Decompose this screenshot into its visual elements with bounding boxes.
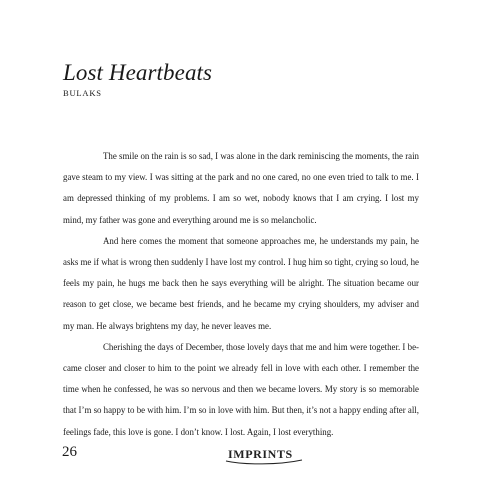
- author-name: BULAKS: [63, 88, 102, 98]
- paragraph: The smile on the rain is so sad, I was alone in the dark reminiscing the moments, the rain gave steam to my view. I was sitting at the park and no one cared, no one even tried to talk to me. I am depressed thinking of my problems. I am so wet, nobody knows that I am crying. I lost my mind, my father was gone and everything around me is so melancholic.: [63, 151, 419, 225]
- logo-swash-icon: [224, 459, 304, 465]
- page-number: 26: [62, 444, 77, 460]
- story-title: Lost Heartbeats: [63, 60, 213, 85]
- paragraph: Cherishing the days of December, those lovely days that me and him were together. I became closer and closer to him to the point we already fell in love with each other. I remember the time when he confessed, he was so nervous and then we became lovers. My story is so memorable that I’m so happy to be with him. I’m so in love with him. But then, it’s not a happy ending after all, feelings fade, this love is gone. I don’t know. I lost. Again, I lost everything.: [63, 341, 419, 437]
- story-body: [63, 146, 419, 443]
- logo-text: IMPRINTS: [228, 447, 293, 461]
- paragraph: And here comes the moment that someone approaches me, he understands my pain, he asks me if what is wrong then suddenly I have lost my control. I hug him so tight, crying so loud, he feels my pain, he hugs me back then he says everything will be alright. The situation became our reason to get close, we became best friends, and he became my crying shoulders, my adviser and my man. He always brightens my day, he never leaves me.: [63, 235, 419, 331]
- imprints-logo: [228, 447, 293, 462]
